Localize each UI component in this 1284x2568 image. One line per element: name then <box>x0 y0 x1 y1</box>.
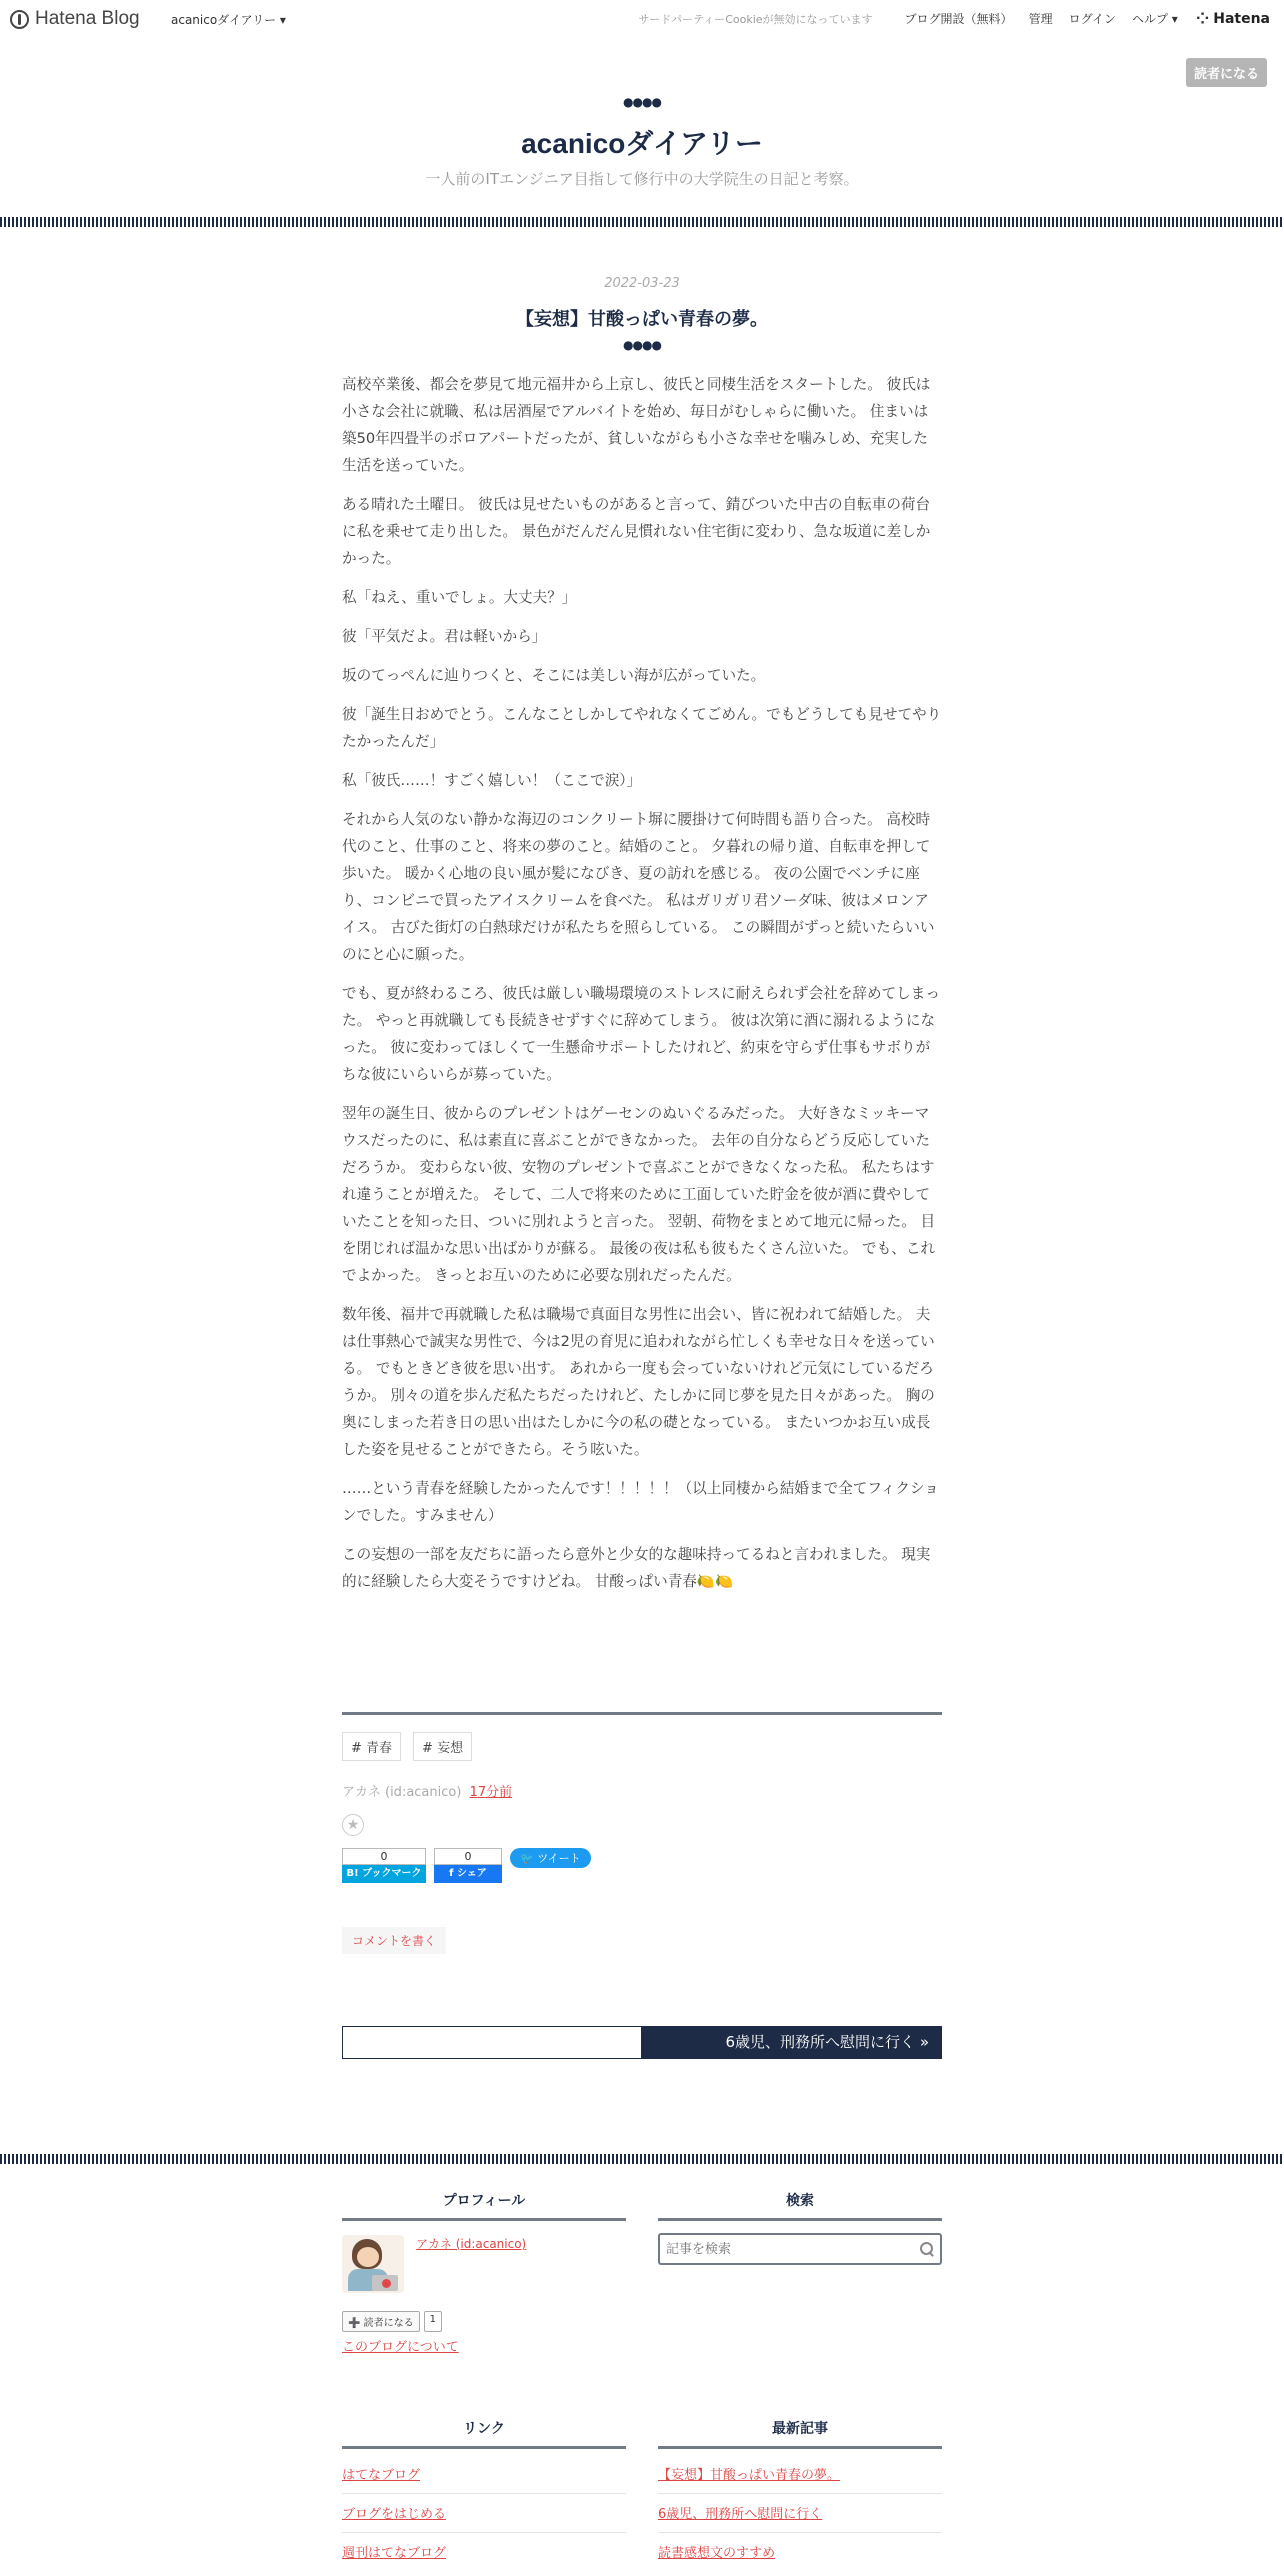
profile-subscribe-button[interactable]: ➕ 読者になる <box>342 2311 420 2332</box>
list-item[interactable]: 6歳児、刑務所へ慰問に行く <box>658 2494 942 2533</box>
title-ornament-icon: ●●●● <box>623 95 661 109</box>
facebook-count: 0 <box>434 1848 502 1865</box>
links-module <box>342 2418 626 2568</box>
hatebu-count: 0 <box>342 1848 426 1865</box>
pager <box>342 2026 942 2059</box>
facebook-share-button[interactable] <box>434 1848 502 1883</box>
links-list <box>342 2455 626 2568</box>
hatena-link[interactable] <box>1196 9 1270 28</box>
entry-tags <box>342 1732 942 1761</box>
tag-seishun[interactable]: # 青春 <box>342 1732 401 1761</box>
entry-date[interactable]: 2022-03-23 <box>604 276 680 291</box>
entry-paragraph: 私「彼氏……！すごく嬉しい！（ここで涙）」 <box>342 772 642 789</box>
author-line <box>342 1781 942 1800</box>
admin-link[interactable]: 管理 <box>1028 12 1053 26</box>
profile-row <box>342 2235 626 2293</box>
open-blog-link[interactable]: ブログ開設（無料） <box>904 12 1013 26</box>
author-name[interactable]: アカネ (id:acanico) <box>342 1785 462 1800</box>
entry-paragraph: それから人気のない静かな海辺のコンクリート塀に腰掛けて何時間も語り合った。 高校時代のこと、仕事のこと、将来の夢のこと。結婚のこと。 夕暮れの帰り道、自転車を押して歩いた。 暖かく心地の良い風が髪になびき、夏の訪れを感じる。 夜の公園でベンチに座り、コンビニで買ったアイスクリームを食べた。 私はガリガリ君ソーダ味、彼はメロンアイス。 古びた街灯の白熱球だけが私たちを照らしている。 この瞬間がずっと続いたらいいのにと心に願った。 <box>342 811 935 963</box>
hatebu-label: B! ブックマーク <box>342 1865 426 1883</box>
search-input[interactable] <box>666 2242 896 2257</box>
search-module <box>658 2190 942 2265</box>
entry-paragraph: でも、夏が終わるころ、彼氏は厳しい職場環境のストレスに耐えられず会社を辞めてしまった。 やっと再就職しても長続きせずすぐに辞めてしまう。 彼は次第に酒に溺れるようになった。 彼に変わってほしくて一生懸命サポートしたけれど、約束を守らず仕事もサボりがちな彼にいらいらが募っていた。 <box>342 985 940 1083</box>
entry-paragraph: 私「ねえ、重いでしょ。大丈夫？」 <box>342 589 577 606</box>
blog-header <box>0 96 1284 189</box>
recent-title: 最新記事 <box>658 2418 942 2449</box>
search-box <box>658 2233 942 2265</box>
header-divider <box>0 217 1284 227</box>
tag-label: 青春 <box>366 1741 393 1756</box>
tag-label: 妄想 <box>437 1741 464 1756</box>
tag-mousou[interactable]: # 妄想 <box>413 1732 472 1761</box>
entry-paragraph: ……という青春を経験したかったんです！！！！！（以上同棲から結婚まで全てフィクションでした。すみません） <box>342 1480 939 1524</box>
about-blog-link[interactable]: このブログについて <box>342 2340 459 2355</box>
entry-paragraph: 坂のてっぺんに辿りつくと、そこには美しい海が広がっていた。 <box>342 667 766 684</box>
add-star-icon[interactable]: ★ <box>342 1814 364 1836</box>
entry-title[interactable]: 【妄想】甘酸っぱい青春の夢。 <box>516 309 768 330</box>
hatena-blog-logo[interactable] <box>10 8 140 30</box>
logo-text: Hatena Blog <box>35 8 140 29</box>
subscriber-count: 1 <box>424 2311 442 2332</box>
links-title: リンク <box>342 2418 626 2449</box>
profile-subscribe-row <box>342 2311 626 2332</box>
subscribe-button[interactable]: 読者になる <box>1186 58 1267 87</box>
recent-module <box>658 2418 942 2568</box>
entry-time-link[interactable]: 17分前 <box>469 1785 513 1800</box>
entry-paragraph: 彼「誕生日おめでとう。こんなことしかしてやれなくてごめん。でもどうしても見せてやりたかったんだ」 <box>342 706 942 750</box>
entry-paragraph: 高校卒業後、都会を夢見て地元福井から上京し、彼氏と同棲生活をスタートした。 彼氏は小さな会社に就職、私は居酒屋でアルバイトを始め、毎日がむしゃらに働いた。 住まいは築50年四畳半のボロアパートだったが、貧しいながらも小さな幸せを噛みしめ、充実した生活を送っていた。 <box>342 376 931 474</box>
login-link[interactable]: ログイン <box>1068 12 1116 26</box>
entry-paragraph: ある晴れた土曜日。 彼氏は見せたいものがあると言って、錆びついた中古の自転車の荷台に私を乗せて走り出した。 景色がだんだん見慣れない住宅街に変わり、急な坂道に差しかかった。 <box>342 496 931 567</box>
pager-prev-empty <box>343 2027 641 2058</box>
search-icon[interactable] <box>920 2242 934 2256</box>
blog-menu[interactable]: acanicoダイアリー ▾ <box>171 13 286 27</box>
entry-content <box>342 371 942 1595</box>
entry-paragraph: 数年後、福井で再就職した私は職場で真面目な男性に出会い、皆に祝われて結婚した。 夫は仕事熱心で誠実な男性で、今は2児の育児に追われながら忙しくも幸せな日々を送っている。 でもときどき彼を思い出す。 あれから一度も会っていないけれど元気にしているだろうか。 別々の道を歩んだ私たちだったけれど、たしかに同じ夢を見た日々があった。 胸の奥にしまった若き日の思い出はたしかに今の私の礎となっている。 またいつかお互い成長した姿を見せることができたら。そう呟いた。 <box>342 1306 935 1458</box>
hatebu-button[interactable] <box>342 1848 426 1883</box>
header-right-menu <box>638 9 1270 28</box>
recent-list <box>658 2455 942 2568</box>
facebook-label: f シェア <box>434 1865 502 1883</box>
avatar[interactable] <box>342 2235 404 2293</box>
tweet-button[interactable]: 🐦 ツイート <box>510 1848 591 1868</box>
share-buttons <box>342 1848 942 1883</box>
global-header <box>0 0 1284 38</box>
pager-next-link[interactable]: 6歳児、刑務所へ慰問に行く » <box>641 2027 941 2058</box>
blog-description: 一人前のITエンジニア目指して修行中の大学院生の日記と考察。 <box>425 170 859 188</box>
hatena-text: Hatena <box>1213 10 1270 27</box>
list-item[interactable]: 【妄想】甘酸っぱい青春の夢。 <box>658 2455 942 2494</box>
entry-footer <box>342 1712 942 1954</box>
hatena-dots-icon: ⁘ <box>1195 9 1210 28</box>
profile-title: プロフィール <box>342 2190 626 2221</box>
profile-module <box>342 2190 626 2355</box>
profile-name-link[interactable]: アカネ (id:acanico) <box>416 2237 527 2251</box>
footer-divider <box>0 2154 1284 2164</box>
blog-title[interactable]: acanicoダイアリー <box>521 128 763 159</box>
entry-ornament-icon: ●●●● <box>623 338 661 352</box>
help-menu[interactable]: ヘルプ ▾ <box>1131 12 1178 26</box>
list-item[interactable]: ブログをはじめる <box>342 2494 626 2533</box>
search-title: 検索 <box>658 2190 942 2221</box>
list-item[interactable]: 週刊はてなブログ <box>342 2533 626 2568</box>
entry-paragraph: 翌年の誕生日、彼からのプレゼントはゲーセンのぬいぐるみだった。 大好きなミッキーマウスだったのに、私は素直に喜ぶことができなかった。 去年の自分ならどう反応していただろうか。 変わらない彼、安物のプレゼントで喜ぶことができなくなった私。 私たちはすれ違うことが増えた。 そして、二人で将来のために工面していた貯金を彼が酒に費やしていたことを知った日、ついに別れようと言った。 翌朝、荷物をまとめて地元に帰った。 目を閉じれば温かな思い出ばかりが蘇る。 最後の夜は私も彼もたくさん泣いた。 でも、これでよかった。 きっとお互いのために必要な別れだったんだ。 <box>342 1105 936 1284</box>
cookie-notice[interactable]: サードパーティーCookieが無効になっています <box>638 12 873 26</box>
list-item[interactable]: 読書感想文のすすめ <box>658 2533 942 2568</box>
write-comment-button[interactable]: コメントを書く <box>342 1927 446 1954</box>
hatena-blog-logo-icon <box>10 10 29 29</box>
entry <box>342 276 942 1607</box>
list-item[interactable]: はてなブログ <box>342 2455 626 2494</box>
entry-paragraph: 彼「平気だよ。君は軽いから」 <box>342 628 547 645</box>
entry-paragraph: この妄想の一部を友だちに語ったら意外と少女的な趣味持ってるねと言われました。 現実的に経験したら大変そうですけどね。 甘酸っぱい青春🍋🍋 <box>342 1546 931 1590</box>
